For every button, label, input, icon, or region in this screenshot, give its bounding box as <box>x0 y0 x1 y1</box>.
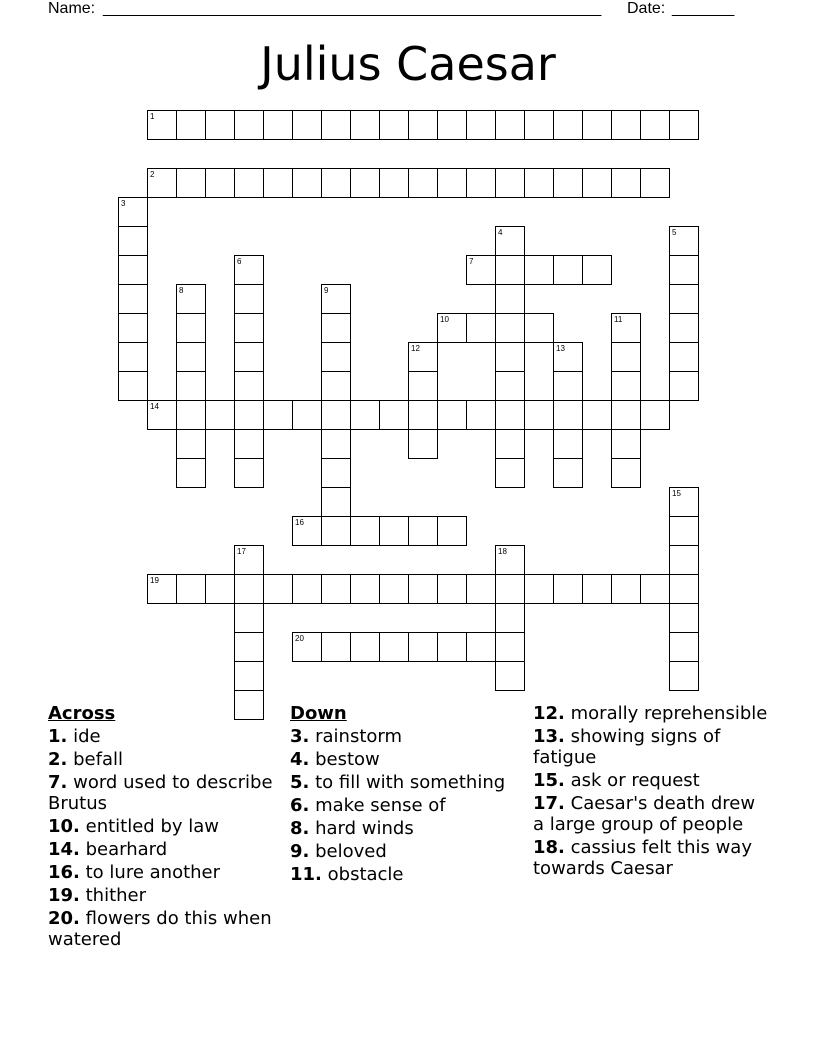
grid-cell[interactable] <box>640 110 670 140</box>
clue-item <box>48 816 278 837</box>
grid-cell[interactable] <box>611 400 641 430</box>
grid-cell[interactable] <box>292 574 322 604</box>
grid-cell[interactable] <box>205 574 235 604</box>
clue-item-number: 4. <box>290 749 310 770</box>
grid-cell[interactable] <box>350 110 380 140</box>
grid-cell[interactable] <box>176 342 206 372</box>
clue-item-number: 8. <box>290 818 310 839</box>
grid-cell[interactable] <box>524 574 554 604</box>
clue-item-number: 6. <box>290 795 310 816</box>
clue-item <box>290 726 520 747</box>
clue-number: 16 <box>295 518 304 527</box>
clue-number: 5 <box>672 228 677 237</box>
grid-cell[interactable] <box>234 342 264 372</box>
grid-cell[interactable] <box>524 313 554 343</box>
name-label: Name: <box>48 0 96 17</box>
page-title: Julius Caesar <box>260 37 556 91</box>
grid-cell[interactable] <box>350 574 380 604</box>
grid-cell[interactable] <box>379 516 409 546</box>
grid-cell[interactable] <box>611 371 641 401</box>
date-label: Date: <box>627 0 666 17</box>
clue-number: 12 <box>411 344 420 353</box>
down-heading: Down <box>290 703 347 724</box>
grid-cell[interactable] <box>553 429 583 459</box>
grid-cell[interactable] <box>495 313 525 343</box>
name-field[interactable]: ________________________________________________________ <box>103 0 602 17</box>
down-clue-list-continued <box>533 703 768 879</box>
grid-cell[interactable] <box>495 603 525 633</box>
grid-cell[interactable] <box>582 168 612 198</box>
grid-cell[interactable] <box>669 284 699 314</box>
grid-cell[interactable] <box>669 661 699 691</box>
grid-cell[interactable] <box>611 574 641 604</box>
clue-item <box>48 839 278 860</box>
grid-cell[interactable] <box>669 226 699 256</box>
grid-cell[interactable] <box>408 429 438 459</box>
grid-cell[interactable] <box>611 342 641 372</box>
clue-item-text: obstacle <box>327 864 404 885</box>
across-clue-list <box>48 726 278 950</box>
clue-item <box>290 818 520 839</box>
grid-cell[interactable] <box>495 284 525 314</box>
grid-cell[interactable] <box>350 632 380 662</box>
grid-cell[interactable] <box>321 487 351 517</box>
grid-cell[interactable] <box>466 574 496 604</box>
clue-number: 6 <box>237 257 242 266</box>
grid-cell[interactable] <box>611 168 641 198</box>
clue-item <box>290 841 520 862</box>
clue-item <box>290 795 520 816</box>
grid-cell[interactable] <box>321 284 351 314</box>
grid-cell[interactable] <box>321 400 351 430</box>
grid-cell[interactable] <box>495 255 525 285</box>
down-clues <box>290 703 520 887</box>
clue-item-text: cassius felt this way towards Caesar <box>533 837 752 879</box>
grid-cell[interactable] <box>234 574 264 604</box>
grid-cell[interactable] <box>437 574 467 604</box>
grid-cell[interactable] <box>176 574 206 604</box>
grid-cell[interactable] <box>234 255 264 285</box>
clue-item-number: 20. <box>48 908 80 929</box>
clue-item-text: rainstorm <box>315 726 403 747</box>
clue-item <box>533 793 768 835</box>
grid-cell[interactable] <box>466 400 496 430</box>
grid-cell[interactable] <box>176 313 206 343</box>
grid-cell[interactable] <box>321 110 351 140</box>
clue-number: 11 <box>614 315 623 324</box>
grid-cell[interactable] <box>176 110 206 140</box>
grid-cell[interactable] <box>118 197 148 227</box>
grid-cell[interactable] <box>495 400 525 430</box>
grid-cell[interactable] <box>611 313 641 343</box>
grid-cell[interactable] <box>205 168 235 198</box>
grid-cell[interactable] <box>292 168 322 198</box>
grid-cell[interactable] <box>495 632 525 662</box>
clue-item <box>48 885 278 906</box>
clue-item-text: hard winds <box>315 818 414 839</box>
grid-cell[interactable] <box>379 400 409 430</box>
grid-cell[interactable] <box>176 168 206 198</box>
grid-cell[interactable] <box>437 313 467 343</box>
grid-cell[interactable] <box>524 400 554 430</box>
grid-cell[interactable] <box>669 342 699 372</box>
clue-item-number: 15. <box>533 770 565 791</box>
grid-cell[interactable] <box>437 632 467 662</box>
grid-cell[interactable] <box>234 371 264 401</box>
grid-cell[interactable] <box>495 110 525 140</box>
grid-cell[interactable] <box>234 603 264 633</box>
clue-number: 4 <box>498 228 503 237</box>
grid-cell[interactable] <box>118 226 148 256</box>
grid-cell[interactable] <box>669 632 699 662</box>
grid-cell[interactable] <box>582 110 612 140</box>
grid-cell[interactable] <box>408 574 438 604</box>
clue-item-text: morally reprehensible <box>570 703 768 724</box>
grid-cell[interactable] <box>147 400 177 430</box>
clue-item-text: ide <box>73 726 101 747</box>
clue-item-text: Caesar's death drew a large group of people <box>533 793 756 835</box>
clue-item-text: to fill with something <box>315 772 506 793</box>
grid-cell[interactable] <box>553 342 583 372</box>
clue-item-text: make sense of <box>315 795 446 816</box>
grid-cell[interactable] <box>205 110 235 140</box>
clue-item-number: 9. <box>290 841 310 862</box>
clue-item <box>533 703 768 724</box>
clue-number: 15 <box>672 489 681 498</box>
clue-item <box>48 908 278 950</box>
clue-number: 9 <box>324 286 329 295</box>
clue-number: 18 <box>498 547 507 556</box>
grid-cell[interactable] <box>379 632 409 662</box>
grid-cell[interactable] <box>379 168 409 198</box>
clue-number: 14 <box>150 402 159 411</box>
clue-item-text: ask or request <box>570 770 700 791</box>
grid-cell[interactable] <box>350 400 380 430</box>
clue-number: 10 <box>440 315 449 324</box>
grid-cell[interactable] <box>234 168 264 198</box>
grid-cell[interactable] <box>640 400 670 430</box>
grid-cell[interactable] <box>640 574 670 604</box>
clue-number: 19 <box>150 576 159 585</box>
grid-cell[interactable] <box>408 371 438 401</box>
grid-cell[interactable] <box>553 110 583 140</box>
grid-cell[interactable] <box>669 516 699 546</box>
grid-cell[interactable] <box>350 168 380 198</box>
grid-cell[interactable] <box>553 458 583 488</box>
grid-cell[interactable] <box>669 603 699 633</box>
clue-item-number: 19. <box>48 885 80 906</box>
grid-cell[interactable] <box>234 632 264 662</box>
grid-cell[interactable] <box>553 371 583 401</box>
down-clue-list <box>290 726 520 885</box>
grid-cell[interactable] <box>495 545 525 575</box>
grid-cell[interactable] <box>640 168 670 198</box>
grid-cell[interactable] <box>669 371 699 401</box>
clue-item-number: 11. <box>290 864 322 885</box>
grid-cell[interactable] <box>234 313 264 343</box>
grid-cell[interactable] <box>582 400 612 430</box>
clue-item-text: showing signs of fatigue <box>533 726 721 768</box>
grid-cell[interactable] <box>118 313 148 343</box>
grid-cell[interactable] <box>669 313 699 343</box>
clue-item-text: bearhard <box>85 839 168 860</box>
grid-cell[interactable] <box>495 226 525 256</box>
clue-item <box>48 862 278 883</box>
grid-cell[interactable] <box>234 545 264 575</box>
grid-cell[interactable] <box>466 632 496 662</box>
grid-cell[interactable] <box>205 400 235 430</box>
grid-cell[interactable] <box>466 168 496 198</box>
grid-cell[interactable] <box>669 487 699 517</box>
clue-item-text: bestow <box>315 749 380 770</box>
grid-cell[interactable] <box>466 313 496 343</box>
clue-item-text: thither <box>85 885 147 906</box>
grid-cell[interactable] <box>437 516 467 546</box>
grid-cell[interactable] <box>321 516 351 546</box>
grid-cell[interactable] <box>495 429 525 459</box>
grid-cell[interactable] <box>495 168 525 198</box>
grid-cell[interactable] <box>495 458 525 488</box>
clue-item-number: 12. <box>533 703 565 724</box>
grid-cell[interactable] <box>669 110 699 140</box>
grid-cell[interactable] <box>524 255 554 285</box>
clue-item-text: flowers do this when watered <box>48 908 272 950</box>
grid-cell[interactable] <box>408 168 438 198</box>
grid-cell[interactable] <box>350 516 380 546</box>
date-field[interactable]: _______ <box>672 0 735 17</box>
grid-cell[interactable] <box>118 255 148 285</box>
grid-cell[interactable] <box>176 429 206 459</box>
grid-cell[interactable] <box>582 255 612 285</box>
clue-number: 3 <box>121 199 126 208</box>
grid-cell[interactable] <box>234 400 264 430</box>
clue-item <box>290 749 520 770</box>
grid-cell[interactable] <box>524 168 554 198</box>
grid-cell[interactable] <box>553 168 583 198</box>
clue-item-number: 1. <box>48 726 68 747</box>
clue-item <box>533 837 768 879</box>
clue-item-number: 5. <box>290 772 310 793</box>
clue-item <box>533 726 768 768</box>
grid-cell[interactable] <box>495 342 525 372</box>
grid-cell[interactable] <box>437 110 467 140</box>
clue-item-number: 18. <box>533 837 565 858</box>
grid-cell[interactable] <box>234 458 264 488</box>
clue-item <box>48 749 278 770</box>
grid-cell[interactable] <box>553 574 583 604</box>
across-clues <box>48 703 278 952</box>
clue-item-number: 14. <box>48 839 80 860</box>
grid-cell[interactable] <box>292 110 322 140</box>
clue-item-number: 17. <box>533 793 565 814</box>
grid-cell[interactable] <box>524 110 554 140</box>
grid-cell[interactable] <box>292 632 322 662</box>
grid-cell[interactable] <box>495 574 525 604</box>
across-heading: Across <box>48 703 116 724</box>
grid-cell[interactable] <box>263 400 293 430</box>
grid-cell[interactable] <box>321 371 351 401</box>
grid-cell[interactable] <box>321 458 351 488</box>
grid-cell[interactable] <box>234 429 264 459</box>
clue-item-number: 2. <box>48 749 68 770</box>
grid-cell[interactable] <box>147 168 177 198</box>
clue-item-number: 10. <box>48 816 80 837</box>
grid-cell[interactable] <box>582 574 612 604</box>
grid-cell[interactable] <box>176 458 206 488</box>
grid-cell[interactable] <box>118 371 148 401</box>
clue-number: 2 <box>150 170 155 179</box>
clue-number: 13 <box>556 344 565 353</box>
clue-item-text: to lure another <box>85 862 221 883</box>
grid-cell[interactable] <box>669 574 699 604</box>
grid-cell[interactable] <box>611 429 641 459</box>
grid-cell[interactable] <box>176 371 206 401</box>
grid-cell[interactable] <box>321 342 351 372</box>
clue-number: 8 <box>179 286 184 295</box>
grid-cell[interactable] <box>321 632 351 662</box>
clue-item-text: word used to describe Brutus <box>48 772 273 814</box>
grid-cell[interactable] <box>292 400 322 430</box>
grid-cell[interactable] <box>466 110 496 140</box>
grid-cell[interactable] <box>611 458 641 488</box>
grid-cell[interactable] <box>408 342 438 372</box>
clue-item-number: 7. <box>48 772 68 793</box>
grid-cell[interactable] <box>495 661 525 691</box>
clue-item-number: 13. <box>533 726 565 747</box>
grid-cell[interactable] <box>321 574 351 604</box>
clue-item-text: befall <box>73 749 123 770</box>
grid-cell[interactable] <box>379 110 409 140</box>
grid-cell[interactable] <box>234 110 264 140</box>
grid-cell[interactable] <box>118 342 148 372</box>
grid-cell[interactable] <box>321 168 351 198</box>
grid-cell[interactable] <box>408 632 438 662</box>
clue-item-text: beloved <box>315 841 387 862</box>
grid-cell[interactable] <box>321 313 351 343</box>
grid-cell[interactable] <box>263 574 293 604</box>
clue-item-text: entitled by law <box>85 816 219 837</box>
clue-item <box>533 770 768 791</box>
clue-item-number: 16. <box>48 862 80 883</box>
clue-number: 1 <box>150 112 155 121</box>
grid-cell[interactable] <box>263 168 293 198</box>
clue-item <box>290 864 520 885</box>
grid-cell[interactable] <box>408 400 438 430</box>
down-clues-continued <box>533 703 768 881</box>
grid-cell[interactable] <box>292 516 322 546</box>
grid-cell[interactable] <box>176 400 206 430</box>
grid-cell[interactable] <box>408 516 438 546</box>
clue-item <box>48 726 278 747</box>
grid-cell[interactable] <box>379 574 409 604</box>
grid-cell[interactable] <box>669 545 699 575</box>
grid-cell[interactable] <box>408 110 438 140</box>
grid-cell[interactable] <box>669 255 699 285</box>
grid-cell[interactable] <box>437 400 467 430</box>
grid-cell[interactable] <box>553 255 583 285</box>
clue-number: 7 <box>469 257 474 266</box>
clue-item-number: 3. <box>290 726 310 747</box>
clue-number: 20 <box>295 634 304 643</box>
grid-cell[interactable] <box>437 168 467 198</box>
grid-cell[interactable] <box>234 661 264 691</box>
grid-cell[interactable] <box>611 110 641 140</box>
grid-cell[interactable] <box>118 284 148 314</box>
grid-cell[interactable] <box>147 110 177 140</box>
grid-cell[interactable] <box>147 574 177 604</box>
grid-cell[interactable] <box>321 429 351 459</box>
clue-number: 17 <box>237 547 246 556</box>
grid-cell[interactable] <box>263 110 293 140</box>
grid-cell[interactable] <box>234 284 264 314</box>
clue-item <box>48 772 278 814</box>
grid-cell[interactable] <box>553 400 583 430</box>
clue-item <box>290 772 520 793</box>
grid-cell[interactable] <box>176 284 206 314</box>
grid-cell[interactable] <box>466 255 496 285</box>
grid-cell[interactable] <box>495 371 525 401</box>
